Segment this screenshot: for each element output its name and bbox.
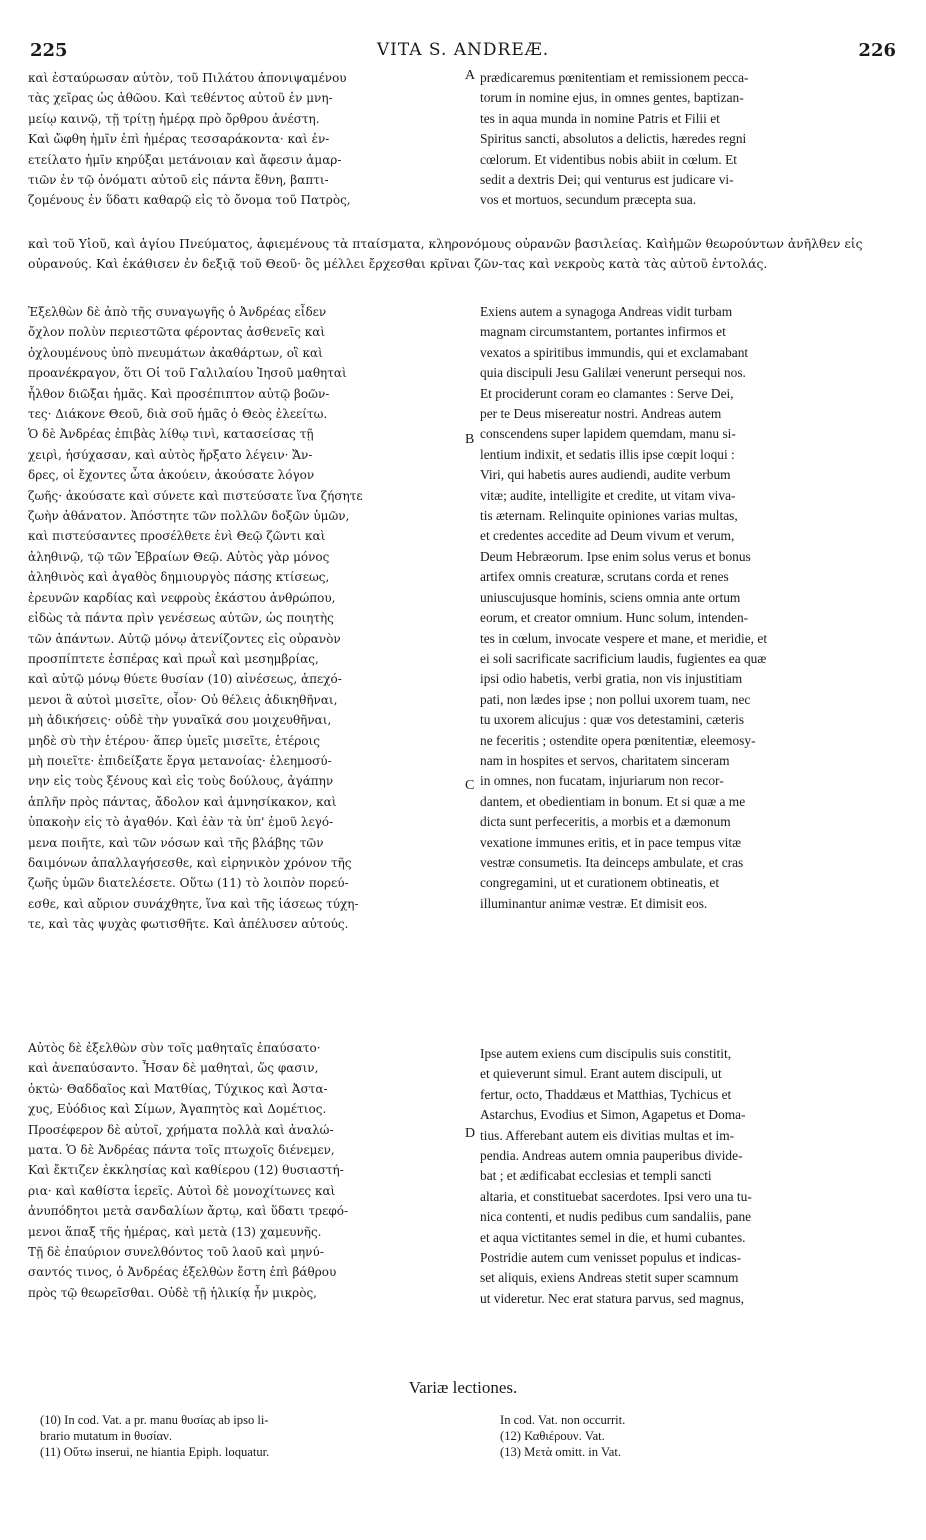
greek-text-line: ετείλατο ἡμῖν κηρύξαι μετάνοιαν καὶ ἄφεσιν ἁμαρ- [28, 152, 342, 167]
latin-text-line: vexatos a spiritibus immundis, qui et exclamabant [480, 344, 749, 360]
greek-text-line: καὶ αὐτῷ μόνῳ θύετε θυσίαν (10) αἰνέσεως, ἀπεχό- [28, 672, 342, 687]
greek-text-line: καὶ ἐσταύρωσαν αὐτὸν, τοῦ Πιλάτου ἀπονιψαμένου [28, 71, 347, 85]
latin-text-line: tes in cœlum, invocate vespere et mane, et meridie, et [480, 630, 768, 646]
greek-text-line: ζωὴν ἀθάνατον. Ἀπόστητε τῶν πολλῶν δοξῶν ὑμῶν, [28, 509, 350, 524]
latin-text-line: Astarchus, Evodius et Simon, Agapetus et Doma- [480, 1107, 746, 1123]
latin-text-line: vos et mortuos, secundum præcepta sua. [480, 192, 697, 208]
greek-text-line: ὀκτὼ· Θαδδαῖος καὶ Ματθίας, Τύχικος καὶ Ἀστα- [28, 1081, 328, 1096]
greek-text-line: μενοι ἃ αὐτοὶ μισεῖτε, οἷον· Οὐ θέλεις ἀδικηθῆναι, [28, 692, 338, 707]
latin-text-line: et quieverunt simul. Erant autem discipuli, ut [480, 1066, 722, 1082]
greek-text-line: ρια· καὶ καθίστα ἱερεῖς. Αὐτοὶ δὲ μονοχίτωνες καὶ [28, 1183, 336, 1198]
latin-text-line: uniuscujusque hominis, sciens omnia ante ortum [480, 589, 741, 605]
greek-text-line: ζομένους ἐν ὕδατι καθαρῷ εἰς τὸ ὄνομα τοῦ Πατρὸς, [28, 193, 351, 208]
latin-text-line: cœlorum. Et videntibus nobis abiit in cœlum. Et [480, 151, 737, 167]
latin-text-line: tes in aqua munda in nomine Patris et Filii et [480, 110, 720, 126]
greek-text-line: μὴ ἀδικήσεις· οὐδὲ τὴν γυναῖκά σου μοιχευθῆναι, [28, 713, 332, 728]
latin-text-line: nica contenti, et nudis pedibus cum sandaliis, pane [480, 1209, 752, 1225]
latin-text-line: pendia. Andreas autem omnia pauperibus divide- [480, 1148, 743, 1164]
left-greek-second-paragraph [28, 1038, 462, 1303]
greek-text-line: Τῇ δὲ ἐπαύριον συνελθόντος τοῦ λαοῦ καὶ μηνύ- [28, 1245, 324, 1260]
latin-text-line: set aliquis, exiens Andreas stetit super scamnum [480, 1270, 739, 1286]
latin-text-line: ei soli sacrificate sacrificium laudis, fugientes ea quæ [480, 650, 767, 666]
greek-text-line: σαντός τινος, ὁ Ἀνδρέας ἐξελθὼν ἔστη ἐπὶ βάθρου [28, 1265, 337, 1280]
latin-text-line: Viri, qui habetis aures audiendi, audite verbum [480, 467, 731, 483]
page-number-right: 226 [858, 40, 896, 61]
top-left-greek-column [28, 68, 464, 211]
latin-text-line: vestræ consumetis. Ita deinceps ambulate, et cras [480, 854, 744, 870]
latin-text-line: ut videretur. Nec erat statura parvus, sed magnus, [480, 1290, 745, 1306]
greek-text-line: τε, καὶ τὰς ψυχὰς φωτισθῆτε. Καὶ ἀπέλυσεν αὐτούς. [28, 917, 349, 932]
latin-text-line: Exiens autem a synagoga Andreas vidit turbam [480, 304, 733, 319]
greek-text-line: τῶν ἁπάντων. Αὐτῷ μόνῳ ἀτενίζοντες εἰς οὐρανὸν [28, 631, 341, 646]
greek-text-line: ἐρευνῶν καρδίας καὶ νεφροὺς ἑκάστου ἀνθρώπου, [28, 590, 336, 605]
greek-text-line: τὰς χεῖρας ὡς ἀθῶου. Καὶ τεθέντος αὐτοῦ ἐν μνη- [28, 91, 333, 106]
greek-text-line: ζωῆς· ἀκούσατε καὶ σύνετε καὶ πιστεύσατε ἵνα ζήσητε [28, 488, 363, 503]
latin-text-line: dicta sunt perfeceritis, a morbis et a dæmonum [480, 814, 731, 830]
greek-text-line: Ὁ δὲ Ἀνδρέας ἐπιβὰς λίθῳ τινὶ, κατασείσας τῇ [28, 427, 314, 442]
latin-text-line: illuminantur animæ vestræ. Et dimisit eos. [480, 895, 708, 911]
footnote-line: (12) Καθιέρουν. Vat. [500, 1429, 605, 1443]
greek-text-line: τας καὶ νεκροὺς κατὰ τὰς αὐτοῦ ἐντολάς. [502, 256, 768, 271]
running-title: VITA S. ANDREÆ. [376, 40, 550, 60]
greek-text-line: εἰδὼς τὰ πάντα πρὶν γενέσεως αὐτῶν, ὡς ποιητὴς [28, 611, 334, 626]
greek-text-line: Καὶ ἔκτιζεν ἐκκλησίας καὶ καθίερου (12) θυσιαστή- [28, 1163, 344, 1178]
greek-text-line: ὄχλον πολὺν περιεστῶτα φέροντας ἀσθενεῖς καὶ [28, 325, 326, 340]
greek-text-line: ἀληθινὸς καὶ ἀγαθὸς δημιουργὸς πάσης κτίσεως, [28, 570, 330, 585]
greek-text-line: ἀληθινῷ, τῷ τῶν Ἑβραίων Θεῷ. Αὐτὸς γὰρ μόνος [28, 549, 330, 564]
greek-text-line: ζωῆς ὑμῶν διατελέσετε. Οὕτω (11) τὸ λοιπὸν πορεύ- [28, 876, 349, 891]
greek-text-line: χειρὶ, ἡσύχασαν, καὶ αὐτὸς ἤρξατο λέγειν· Ἄν- [28, 447, 313, 462]
latin-text-line: ne feceritis ; ostendite opera pœnitentiæ, eleemosy- [480, 732, 756, 748]
right-latin-main-text [480, 302, 898, 914]
latin-text-line: altaria, et constituebat sacerdotes. Ipsi vero una tu- [480, 1188, 752, 1204]
latin-text-line: sedit a dextris Dei; qui venturus est judicare vi- [480, 172, 734, 188]
greek-text-line: δρες, οἱ ἔχοντες ὦτα ἀκούειν, ἀκούσατε λόγον [28, 468, 315, 483]
margin-letter-c: C [465, 778, 475, 793]
greek-text-line: προανέκραγον, ὅτι Οἱ τοῦ Γαλιλαίου Ἰησοῦ μαθηταὶ [28, 366, 347, 381]
greek-text-line: προσπίπτετε ἑσπέρας καὶ πρωῒ καὶ μεσημβρίας, [28, 651, 319, 666]
greek-text-line: δαιμόνων ἀπαλλαγήσεσθε, καὶ εἰρηνικὸν χρόνον τῆς [28, 855, 352, 870]
greek-text-line: ἁπλῆν πρὸς πάντας, ἄδολον καὶ ἀμνησίκακον, καὶ [28, 794, 337, 809]
latin-text-line: in omnes, non fucatam, injuriarum non recor- [480, 773, 724, 789]
footnote-line: In cod. Vat. non occurrit. [500, 1413, 626, 1427]
greek-text-line: τες· Διάκονε Θεοῦ, διὰ σοῦ ἡμᾶς ὁ Θεὸς ἐλεείτω. [28, 407, 328, 422]
latin-text-line: congregamini, ut et curationem obtineatis, et [480, 875, 720, 891]
variae-lectiones-heading: Variæ lectiones. [408, 1378, 518, 1397]
greek-text-line: ματα. Ὁ δὲ Ἀνδρέας πάντα τοῖς πτωχοῖς διένεμεν, [28, 1143, 335, 1158]
latin-text-line: quia discipuli Jesu Galilæi venerunt persequi nos. [480, 365, 746, 381]
right-latin-second-paragraph [480, 1044, 898, 1309]
greek-text-line: ὀχλουμένους ὑπὸ πνευμάτων ἀκαθάρτων, οἳ καὶ [28, 345, 323, 360]
latin-text-line: ipsi odio habetis, verbi gratia, non vis injustitiam [480, 671, 743, 687]
footnote-line: (11) Οὕτω inserui, ne hiantia Epiph. loquatur. [40, 1445, 270, 1459]
latin-text-line: conscendens super lapidem quemdam, manu si- [480, 426, 736, 442]
latin-text-line: bat ; et ædificabat ecclesias et templi sancti [480, 1168, 712, 1184]
footnote-line: (10) In cod. Vat. a pr. manu θυσίας ab ipso li- [40, 1413, 269, 1427]
greek-text-line: ἡμῶν θεωρούντων ἀνῆλθεν εἰς οὐρανούς. Καὶ ἐκάθισεν ἐν δεξιᾷ τοῦ Θεοῦ· ὃς μέλλει ἔρχεσθαι κρῖναι ζῶν- [28, 236, 863, 271]
greek-text-line: καὶ τοῦ Υἱοῦ, καὶ ἁγίου Πνεύματος, ἀφιεμένους τὰ πταίσματα, κληρονόμους οὐρανῶν βασιλείας. Καὶ [28, 236, 669, 251]
greek-text-line: μενα ποιῆτε, καὶ τῶν νόσων καὶ τῆς βλάβης τῶν [28, 835, 324, 850]
latin-text-line: per te Deus misereatur nostri. Andreas autem [480, 406, 722, 422]
greek-text-line: Καὶ ὤφθη ἡμῖν ἐπὶ ἡμέρας τεσσαράκοντα· καὶ ἐν- [28, 132, 330, 147]
margin-letter-b: B [465, 432, 475, 447]
latin-text-line: dantem, et obedientiam in bonum. Et si quæ a me [480, 793, 746, 809]
greek-text-line: καὶ ἀνεπαύσαντο. Ἦσαν δὲ μαθηταὶ, ὥς φασιν, [28, 1061, 319, 1076]
top-right-latin-column [480, 68, 898, 211]
latin-text-line: magnam circumstantem, portantes infirmos et [480, 324, 726, 340]
greek-text-line: καὶ πιστεύσαντες προσέλθετε ἑνὶ Θεῷ ζῶντι καὶ [28, 529, 326, 544]
greek-text-line: ἀνυπόδητοι μετὰ σανδαλίων ἄρτῳ, καὶ ὕδατι τρεφό- [28, 1204, 349, 1219]
latin-text-line: Ipse autem exiens cum discipulis suis constitit, [480, 1046, 732, 1061]
latin-text-line: tu uxorem alicujus : quæ vos detestamini, cæteris [480, 712, 745, 728]
greek-text-line: Αὐτὸς δὲ ἐξελθὼν σὺν τοῖς μαθηταῖς ἐπαύσατο· [28, 1041, 321, 1055]
latin-text-line: prædicaremus pœnitentiam et remissionem pecca- [480, 70, 749, 85]
latin-text-line: Deum Hebræorum. Ipse enim solus verus et bonus [480, 548, 751, 564]
margin-letter-d: D [465, 1126, 476, 1141]
latin-text-line: vitæ; audite, intelligite et credite, ut vitam viva- [480, 487, 736, 503]
latin-text-line: tius. Afferebant autem eis divitias multas et im- [480, 1127, 735, 1143]
latin-text-line: Postridie autem cum venisset populus et indicas- [480, 1250, 742, 1266]
greek-text-line: εσθε, καὶ αὔριον συνάχθητε, ἵνα καὶ τῆς ἰάσεως τύχη- [28, 896, 359, 911]
latin-text-line: Et prociderunt coram eo clamantes : Serve Dei, [480, 385, 734, 401]
greek-text-line: μὴ ποιεῖτε· ἐπιδείξατε ἔργα μετανοίας· ἐλεημοσύ- [28, 753, 332, 768]
latin-text-line: vexatione immunes eritis, et in pace tempus vitæ [480, 834, 742, 850]
page-number-left: 225 [30, 40, 68, 61]
footnote-line: (13) Μετὰ omitt. in Vat. [500, 1445, 621, 1459]
greek-text-line: Προσέφερον δὲ αὐτοῖ, χρήματα πολλὰ καὶ ἀναλώ- [28, 1122, 334, 1137]
latin-text-line: torum in nomine ejus, in omnes gentes, baptizan- [480, 90, 744, 106]
latin-text-line: tis æternam. Relinquite opiniones varias multas, [480, 508, 738, 524]
latin-text-line: et credentes accedite ad Deum vivum et verum, [480, 528, 735, 544]
latin-text-line: nam in hospites et servos, charitatem sinceram [480, 752, 730, 768]
margin-letter-a: A [465, 68, 476, 83]
latin-text-line: lentium indixit, et sedatis illis ipse cœpit loqui : [480, 446, 735, 462]
greek-text-line: μείῳ καινῷ, τῇ τρίτῃ ἡμέρᾳ πρὸ ὄρθρου ἀνέστη. [28, 111, 320, 126]
greek-text-line: μηδὲ σὺ τὴν ἑτέρου· ἅπερ ὑμεῖς μισεῖτε, ἑτέροις [28, 733, 320, 748]
greek-text-line: μενοι ἅπαξ τῆς ἡμέρας, καὶ μετὰ (13) χαμευνῆς. [28, 1224, 322, 1239]
greek-text-line: νην εἰς τοὺς ξένους καὶ εἰς τοὺς δούλους, ἀγάπην [28, 774, 334, 789]
latin-text-line: artifex omnis creaturæ, scrutans corda et renes [480, 569, 729, 585]
full-width-greek-block [28, 234, 900, 274]
latin-text-line: fertur, octo, Thaddæus et Matthias, Tychicus et [480, 1086, 732, 1102]
left-greek-main-text [28, 302, 462, 935]
greek-text-line: χυς, Εὐόδιος καὶ Σίμων, Ἀγαπητὸς καὶ Δομέτιος. [28, 1102, 327, 1117]
running-header [20, 40, 906, 66]
latin-text-line: eorum, et creator omnium. Hunc solum, intenden- [480, 610, 749, 626]
latin-text-line: et aqua victitantes semel in die, et humi cubantes. [480, 1229, 746, 1245]
latin-text-line: Spiritus sancti, absolutos a delictis, hæredes regni [480, 131, 747, 147]
latin-text-line: pati, non lædes ipse ; non pollui uxorem tuam, nec [480, 691, 751, 707]
greek-text-line: πρὸς τῷ θεωρεῖσθαι. Οὐδὲ τῇ ἡλικίᾳ ἦν μικρὸς, [28, 1285, 317, 1300]
greek-text-line: Ἐξελθὼν δὲ ἀπὸ τῆς συναγωγῆς ὁ Ἀνδρέας εἶδεν [28, 305, 327, 319]
footnote-line: brario mutatum in θυσίαν. [40, 1429, 172, 1443]
greek-text-line: ἦλθον διῶξαι ἡμᾶς. Καὶ προσέπιπτον αὐτῷ βοῶν- [28, 386, 330, 401]
greek-text-line: τιῶν ἐν τῷ ὀνόματι αὐτοῦ εἰς πάντα ἔθνη, βαπτι- [28, 173, 329, 188]
greek-text-line: ὑπακοὴν εἰς τὸ ἀγαθόν. Καὶ ἐὰν τὰ ὑπ' ἐμοῦ λεγό- [28, 815, 334, 830]
